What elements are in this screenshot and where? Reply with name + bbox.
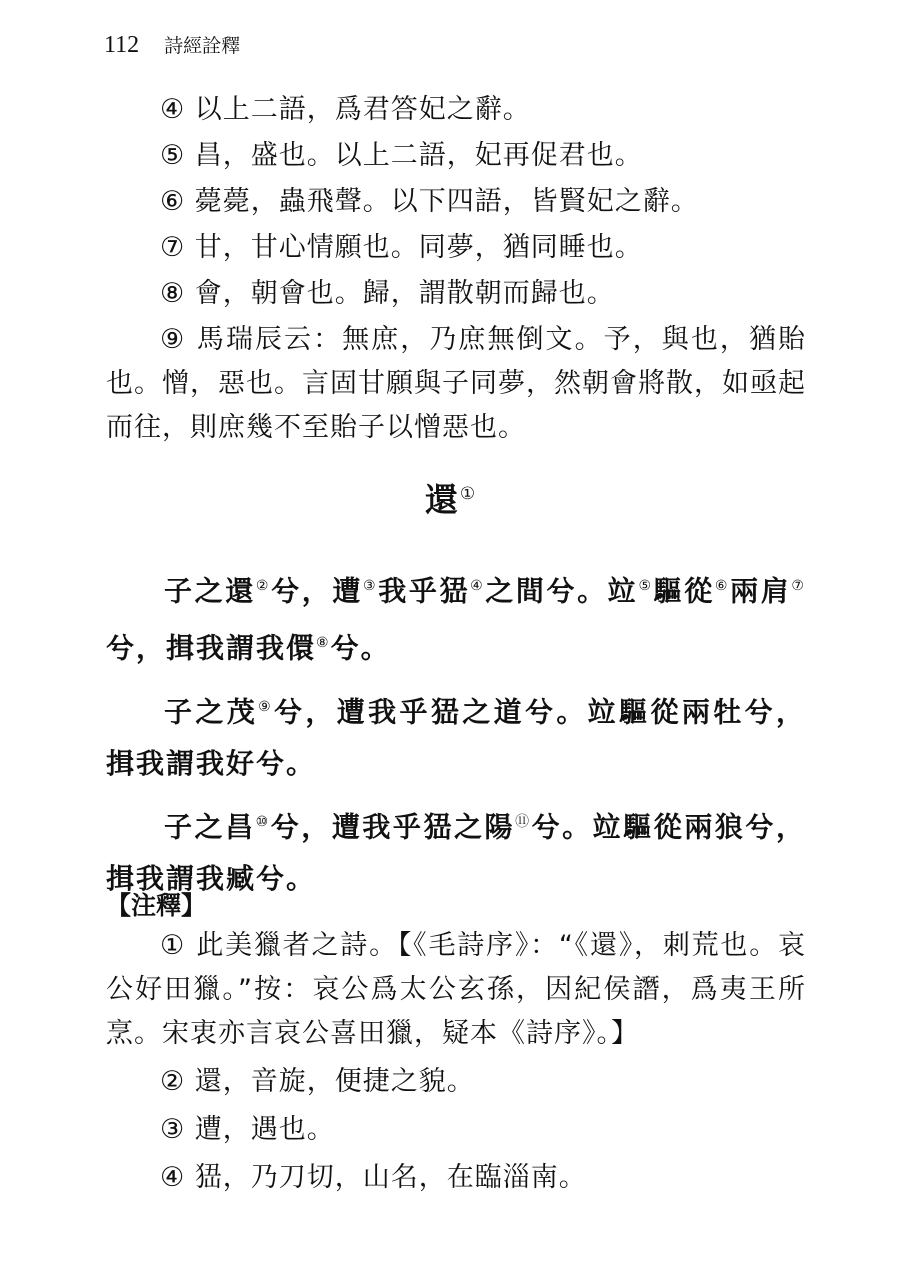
- poem-title-text: 還: [424, 480, 458, 519]
- note-3: ③ 遭，遇也。: [160, 1114, 335, 1145]
- stanza: [106, 560, 806, 675]
- note-prev-5: ⑤ 昌，盛也。以上二語，妃再促君也。: [160, 140, 643, 171]
- note-prev-4: ④ 以上二語，爲君答妃之辭。: [160, 94, 531, 125]
- stanza-text: 子之還: [164, 574, 256, 608]
- note-reference-mark: ⑥: [714, 578, 731, 594]
- note-4: ④ 峱，乃刀切，山名，在臨淄南。: [160, 1162, 587, 1193]
- page-number: 112: [104, 32, 140, 58]
- stanza-text: 兮。: [330, 631, 391, 665]
- note-reference-mark: ②: [255, 578, 272, 594]
- stanza-text: 我乎峱: [378, 574, 471, 608]
- annotations-section: [106, 888, 806, 1204]
- stanza-text: 兮，遭: [271, 574, 363, 608]
- stanza-text: 之間兮。竝: [485, 574, 639, 608]
- stanza-text: 子之茂: [164, 694, 259, 728]
- note-prev-7: ⑦ 甘，甘心情願也。同夢，猶同睡也。: [160, 232, 643, 263]
- note-reference-mark: ⑪: [515, 813, 532, 830]
- running-head: [104, 30, 240, 61]
- annotations-heading: 【注釋】: [106, 891, 207, 920]
- poem-title-note-mark: ①: [459, 484, 476, 504]
- note-reference-mark: ④: [470, 578, 486, 594]
- previous-poem-notes: [106, 88, 806, 452]
- stanza-text: 子之昌: [164, 810, 256, 844]
- note-prev-6: ⑥ 薨薨，蟲飛聲。以下四語，皆賢妃之辭。: [160, 186, 699, 217]
- note-reference-mark: ⑤: [638, 578, 654, 594]
- note-reference-mark: ⑩: [255, 813, 271, 830]
- stanza: [106, 681, 806, 790]
- stanza-text: 兮，遭我乎峱之陽: [270, 810, 516, 844]
- note-prev-8: ⑧ 會，朝會也。歸，謂散朝而歸也。: [160, 278, 615, 309]
- note-reference-mark: ⑦: [791, 578, 806, 594]
- stanza-text: 兩肩: [730, 574, 792, 608]
- note-2: ② 還，音旋，便捷之貌。: [160, 1066, 475, 1097]
- poem-title: [0, 474, 900, 520]
- note-prev-9: ⑨ 馬瑞辰云：無庶，乃庶無倒文。予，與也，猶貽也。憎，惡也。言固甘願與子同夢，然朝會將散，如亟起而往，則庶幾不至貽子以憎惡也。: [106, 324, 806, 443]
- stanza-text: 兮。竝驅從兩狼兮，揖我謂我臧兮。: [106, 810, 806, 896]
- note-reference-mark: ⑧: [316, 635, 331, 652]
- stanza-text: 兮，遭我乎峱之道兮。竝驅從兩牡兮，揖我謂我好兮。: [106, 694, 806, 780]
- stanza-text: 兮，揖我謂我儇: [106, 631, 317, 665]
- book-title: 詩經詮釋: [164, 35, 241, 57]
- note-reference-mark: ⑨: [258, 698, 275, 715]
- stanza-text: 驅從: [653, 574, 715, 608]
- note-reference-mark: ③: [363, 578, 379, 594]
- poem-body: [106, 560, 806, 911]
- note-1: ① 此美獵者之詩。【《毛詩序》：“《還》，刺荒也。哀公好田獵。”按：哀公爲太公玄孫，因紀侯譖，爲夷王所烹。宋衷亦言哀公喜田獵，疑本《詩序》。】: [106, 930, 806, 1049]
